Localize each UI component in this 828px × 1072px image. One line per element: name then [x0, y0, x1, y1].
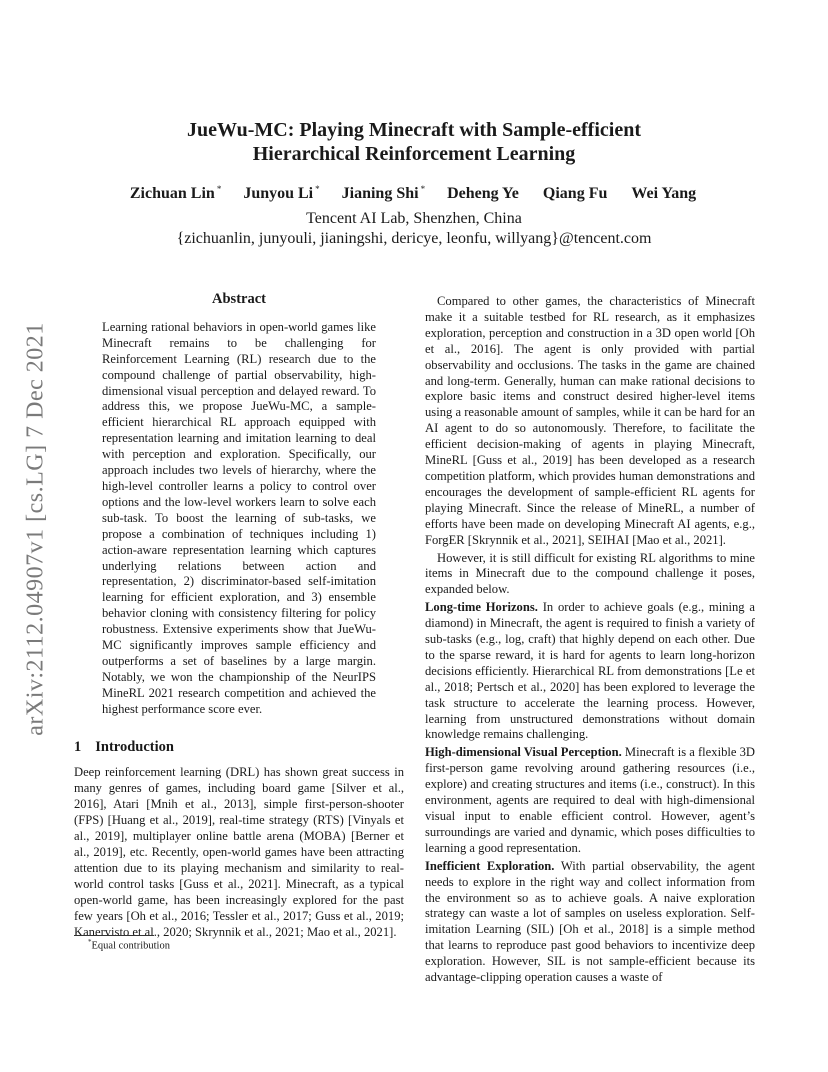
abstract-body: Learning rational behaviors in open-world games like Minecraft remains to be challenging for Reinforcement Learning (RL) research due to the compound challenge of partial observability, high-dimensional visual perception and delayed reward. To address this, we propose JueWu-MC, a sample-efficient hierarchical RL approach equipped with representation learning and imitation learning to deal with perception and exploration. Specifically, our approach includes two levels of hierarchy, where the high-level controller learns a policy to control over options and the low-level workers learn to solve each sub-task. To boost the learning of sub-tasks, we propose a combination of techniques including 1) action-aware representation learning which captures underlying relations between action and representation, 2) discriminator-based self-imitation learning for efficient exploration, and 3) ensemble behavior cloning with consistency filtering for policy robustness. Extensive experiments show that JueWu-MC significantly improves sample efficiency and outperforms a set of baselines by a large margin. Notably, we won the championship of the NeurIPS MineRL 2021 research competition and achieved the highest performance score ever. — [102, 319, 376, 716]
footnote: *Equal contribution — [88, 938, 170, 952]
left-column — [74, 292, 404, 940]
affiliation: Tencent AI Lab, Shenzhen, China — [306, 210, 522, 227]
section-title: Introduction — [95, 738, 174, 755]
arxiv-stamp — [22, 292, 50, 766]
paragraph-minecraft-characteristics: Compared to other games, the characteristics of Minecraft make it a suitable testbed for RL research, as it emphasizes exploration, perception and construction in a 3D open world [Oh et al., 2016]. The agent is only provided with partial observability and occlusions. The tasks in the game are chained and long-term. Generally, human can make rational decisions to explore basic items and construct desired higher-level items using a reasonable amount of samples, while it can be hard for an AI agent to do so autonomously. Therefore, to facilitate the efficient decision-making of agents in playing Minecraft, MineRL [Guss et al., 2019] has been developed as a research competition platform, which provides human demonstrations and encourages the development of sample-efficient RL agents for playing Minecraft. Since the release of MineRL, a number of efforts have been made on developing Minecraft AI agents, e.g., ForgER [Skrynnik et al., 2021], SEIHAI [Mao et al., 2021]. — [425, 294, 755, 547]
title-line-2: Hierarchical Reinforcement Learning — [252, 143, 576, 165]
arxiv-stamp-text: arXiv:2112.04907v1 [cs.LG] 7 Dec 2021 — [22, 322, 49, 736]
paragraph-long-time-horizons: Long-time Horizons. In order to achieve goals (e.g., mining a diamond) in Minecraft, the agent is required to finish a variety of sub-tasks (e.g., log, craft) that highly depend on each other. Due to the sparse reward, it is hard for agents to learn long-horizon decisions efficiently. Hierarchical RL from demonstrations [Le et al., 2018; Pertsch et al., 2020] has been explored to leverage the task structure to accelerate the learning process. However, learning from unstructured demonstrations without domain knowledge remains challenging. — [425, 600, 755, 742]
author-list — [60, 184, 768, 203]
section-heading-introduction — [74, 740, 404, 756]
author: Qiang Fu — [542, 185, 608, 203]
author: Zichuan Lin * — [129, 184, 222, 203]
abstract-heading: Abstract — [212, 291, 266, 307]
paragraph-challenges: However, it is still difficult for existing RL algorithms to mine items in Minecraft due to the compound challenge it poses, expanded below. — [425, 550, 755, 597]
title-line-1: JueWu-MC: Playing Minecraft with Sample-efficient — [187, 119, 641, 141]
section-number: 1 — [74, 738, 82, 755]
author: Junyou Li * — [243, 184, 320, 203]
author: Wei Yang — [631, 185, 697, 203]
footnote-rule — [74, 935, 154, 936]
paragraph-visual-perception: High-dimensional Visual Perception. Minecraft is a flexible 3D first-person game revolving around gathering resources (i.e., explore) and creating structures and items (i.e., construct). In this environment, agents are required to deal with high-dimensional visual input to enable efficient control. However, agent’s surroundings are varied and dynamic, which poses difficulties to learning a good representation. — [425, 745, 755, 855]
author: Jianing Shi * — [341, 184, 426, 203]
intro-paragraph: Deep reinforcement learning (DRL) has shown great success in many genres of games, including board game [Silver et al., 2016], Atari [Mnih et al., 2013], simple first-person-shooter (FPS) [Huang et al., 2019], real-time strategy (RTS) [Vinyals et al., 2019], multiplayer online battle arena (MOBA) [Berner et al., 2019], etc. Recently, open-world games have been attracting attention due to its playing mechanism and similarity to real-world control tasks [Guss et al., 2021]. Minecraft, as a typical open-world game, has been increasingly explored for the past few years [Oh et al., 2016; Tessler et al., 2017; Guss et al., 2019; Kanervisto et al., 2020; Skrynnik et al., 2021; Mao et al., 2021]. — [74, 765, 404, 939]
paper-title — [60, 118, 768, 166]
author-emails: {zichuanlin, junyouli, jianingshi, dericye, leonfu, willyang}@tencent.com — [176, 230, 652, 247]
right-column — [425, 294, 755, 986]
author: Deheng Ye — [447, 185, 519, 203]
paragraph-inefficient-exploration: Inefficient Exploration. With partial observability, the agent needs to explore in the right way and collect information from the environment so as to achieve goals. A naive exploration strategy can waste a lot of samples on useless exploration. Self-imitation Learning (SIL) [Oh et al., 2018] is a simple method that learns to reproduce past good behaviors to incentivize deep exploration. However, SIL is not sample-efficient because its advantage-clipping operation causes a waste of — [425, 858, 756, 985]
